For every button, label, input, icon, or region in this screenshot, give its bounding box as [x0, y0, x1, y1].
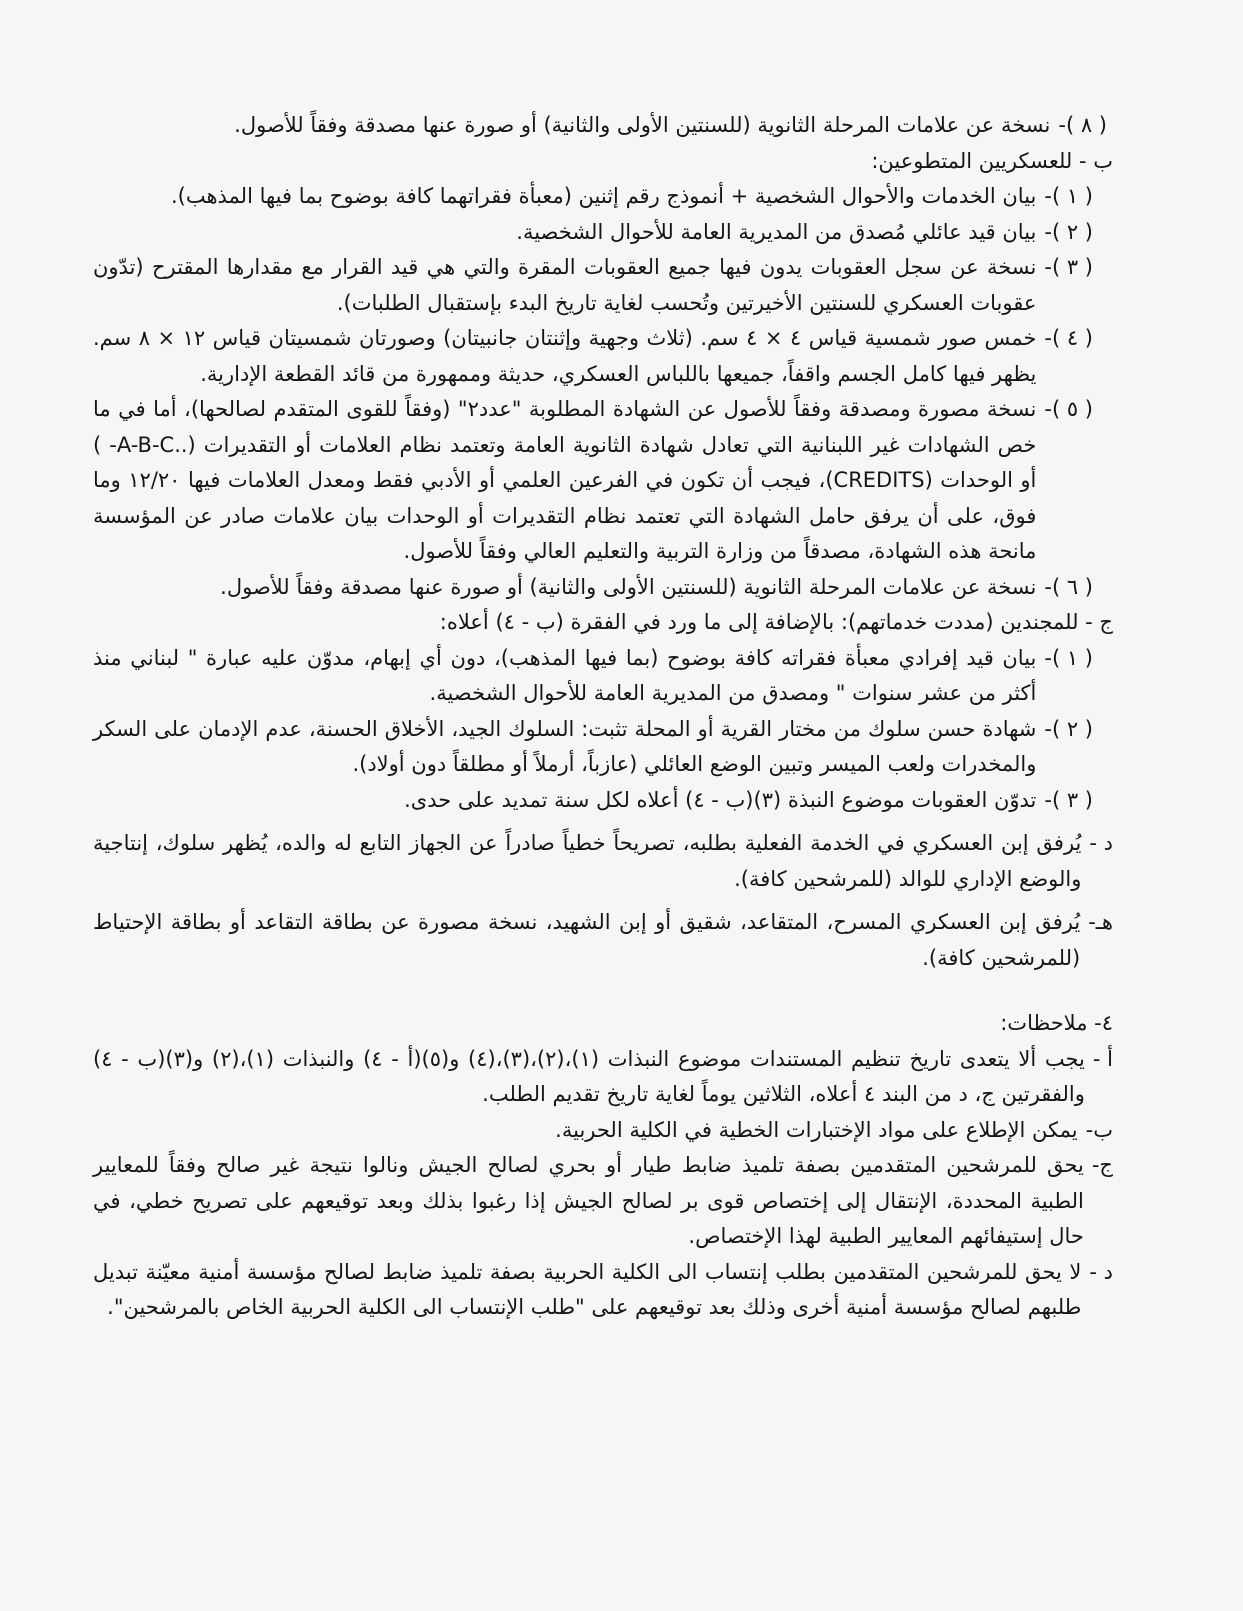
- clause-e: [93, 905, 1113, 976]
- clause-text: بيان قيد عائلي مُصدق من المديرية العامة للأحوال الشخصية.: [516, 219, 1037, 244]
- notes-heading: ٤- ملاحظات:: [1000, 1011, 1113, 1035]
- clause-text: نسخة عن سجل العقوبات يدون فيها جميع العقوبات المقرة والتي هي قيد القرار مع مقدارها المقترح (تدّون عقوبات العسكري للسنتين الأخيرتين وتُحسب لغاية تاريخ البدء بإستقبال الطلبات).: [93, 255, 1037, 315]
- note-marker: د -: [1089, 1259, 1113, 1284]
- clause-b3: [93, 250, 1093, 321]
- clause-text: نسخة مصورة ومصدقة وفقاً للأصول عن الشهادة المطلوبة "عدد٢" (وفقاً للقوى المتقدم لصالحها)، أما في ما خص الشهادات غير اللبنانية التي تعادل شهادة الثانوية العامة وتعتمد نظام العلامات أو التقديرات (..A-B-C- ) أو الوحدات (CREDITS)، فيجب أن تكون في الفرعين العلمي أو الأدبي فقط ومعدل العلامات فيها ١٢/٢٠ وما فوق، على أن يرفق حامل الشهادة التي تعتمد نظام التقديرات أو الوحدات بيان علامات صادر عن المؤسسة مانحة هذه الشهادة، مصدقاً من وزارة التربية والتعليم العالي وفقاً للأصول.: [93, 397, 1037, 563]
- note-text: لا يحق للمرشحين المتقدمين بطلب إنتساب الى الكلية الحربية بصفة تلميذ ضابط لصالح مؤسسة أمنية معيّنة تبديل طلبهم لصالح مؤسسة أمنية أخرى وذلك بعد توقيعهم على "طلب الإنتساب الى الكلية الحربية الخاص بالمرشحين".: [93, 1259, 1082, 1319]
- clause-b6: [93, 570, 1093, 606]
- clause-d: [93, 826, 1113, 897]
- clause-c2: [93, 712, 1093, 783]
- clause-marker: ( ٨ )-: [1058, 113, 1107, 137]
- clause-text: نسخة عن علامات المرحلة الثانوية (للسنتين الأولى والثانية) أو صورة عنها مصدقة وفقاً للأصول.: [220, 574, 1037, 599]
- clause-marker: ( ٣ )-: [1044, 255, 1093, 279]
- clause-text: يُرفق إبن العسكري في الخدمة الفعلية بطلبه، تصريحاً خطياً صادراً عن الجهاز التابع له والده، يُظهر سلوك، إنتاجية والوضع الإداري للوالد (للمرشحين كافة).: [93, 831, 1082, 891]
- clause-b5: [93, 392, 1093, 570]
- note-b: [93, 1113, 1113, 1149]
- clause-marker: ( ٤ )-: [1044, 326, 1093, 350]
- note-text: يمكن الإطلاع على مواد الإختبارات الخطية في الكلية الحربية.: [555, 1117, 1078, 1142]
- clause-b2: [93, 215, 1093, 251]
- document-body: [93, 108, 1113, 1326]
- clause-marker: ( ٦ )-: [1044, 574, 1093, 599]
- note-d: [93, 1255, 1113, 1326]
- section-b-heading: ب - للعسكريين المتطوعين:: [871, 148, 1113, 173]
- section-c-heading: ج - للمجندين (مددت خدماتهم): بالإضافة إلى ما ورد في الفقرة (ب - ٤) أعلاه:: [439, 610, 1113, 634]
- clause-c1: [93, 641, 1093, 712]
- clause-marker: هـ-: [1088, 910, 1113, 934]
- clause-text: شهادة حسن سلوك من مختار القرية أو المحلة تثبت: السلوك الجيد، الأخلاق الحسنة، عدم الإدمان على السكر والمخدرات ولعب الميسر وتبين الوضع العائلي (عازباً، أرملاً أو مطلقاً دون أولاد).: [93, 716, 1037, 776]
- clause-b1: [93, 179, 1093, 215]
- clause-text: بيان الخدمات والأحوال الشخصية + أنموذج رقم إثنين (معبأة فقراتهما كافة بوضوح بما فيها المذهب).: [170, 184, 1037, 208]
- clause-a8: [93, 108, 1107, 144]
- clause-marker: ( ٢ )-: [1044, 716, 1093, 741]
- clause-marker: ( ٢ )-: [1044, 219, 1093, 244]
- clause-marker: د -: [1089, 831, 1113, 855]
- clause-text: يُرفق إبن العسكري المسرح، المتقاعد، شقيق أو إبن الشهيد، نسخة مصورة عن بطاقة التقاعد أو بطاقة الإحتياط (للمرشحين كافة).: [93, 910, 1081, 970]
- clause-marker: ( ٥ )-: [1044, 397, 1093, 421]
- note-a: [93, 1042, 1113, 1113]
- clause-marker: ( ٣ )-: [1044, 787, 1093, 812]
- note-text: يجب ألا يتعدى تاريخ تنظيم المستندات موضوع النبذات (١)،(٢)،(٣)،(٤) و(٥)(أ - ٤) والنبذات (١)،(٢) و(٣)(ب - ٤) والفقرتين ج، د من البند ٤ أعلاه، الثلاثين يوماً لغاية تاريخ تقديم الطلب.: [93, 1046, 1085, 1106]
- clause-c3: [93, 783, 1093, 819]
- note-marker: أ -: [1092, 1046, 1113, 1071]
- clause-marker: ( ١ )-: [1044, 645, 1093, 670]
- note-c: [93, 1148, 1113, 1255]
- clause-text: خمس صور شمسية قياس ٤ × ٤ سم. (ثلاث وجهية وإثنتان جانبيتان) وصورتان شمسيتان قياس ١٢ × ٨ سم. يظهر فيها كامل الجسم واقفاً، جميعها باللباس العسكري، حديثة وممهورة من قائد القطعة الإدارية.: [93, 326, 1037, 386]
- note-marker: ب-: [1085, 1117, 1113, 1142]
- clause-text: بيان قيد إفرادي معبأة فقراته كافة بوضوح (بما فيها المذهب)، دون أي إبهام، مدوّن عليه عبارة " لبناني منذ أكثر من عشر سنوات " ومصدق من المديرية العامة للأحوال الشخصية.: [93, 645, 1037, 705]
- clause-b4: [93, 321, 1093, 392]
- clause-marker: ( ١ )-: [1044, 184, 1093, 208]
- clause-text: نسخة عن علامات المرحلة الثانوية (للسنتين الأولى والثانية) أو صورة عنها مصدقة وفقاً للأصول.: [234, 113, 1051, 137]
- note-text: يحق للمرشحين المتقدمين بصفة تلميذ ضابط طيار أو بحري لصالح الجيش ونالوا نتيجة غير صالح وفقاً للمعايير الطبية المحددة، الإنتقال إلى إختصاص قوى بر لصالح الجيش إذا رغبوا بذلك وبعد توقيعهم على تصريح خطي، في حال إستيفائهم المعايير الطبية لهذا الإختصاص.: [93, 1153, 1084, 1248]
- clause-text: تدوّن العقوبات موضوع النبذة (٣)(ب - ٤) أعلاه لكل سنة تمديد على حدى.: [404, 787, 1037, 812]
- note-marker: ج-: [1091, 1153, 1113, 1177]
